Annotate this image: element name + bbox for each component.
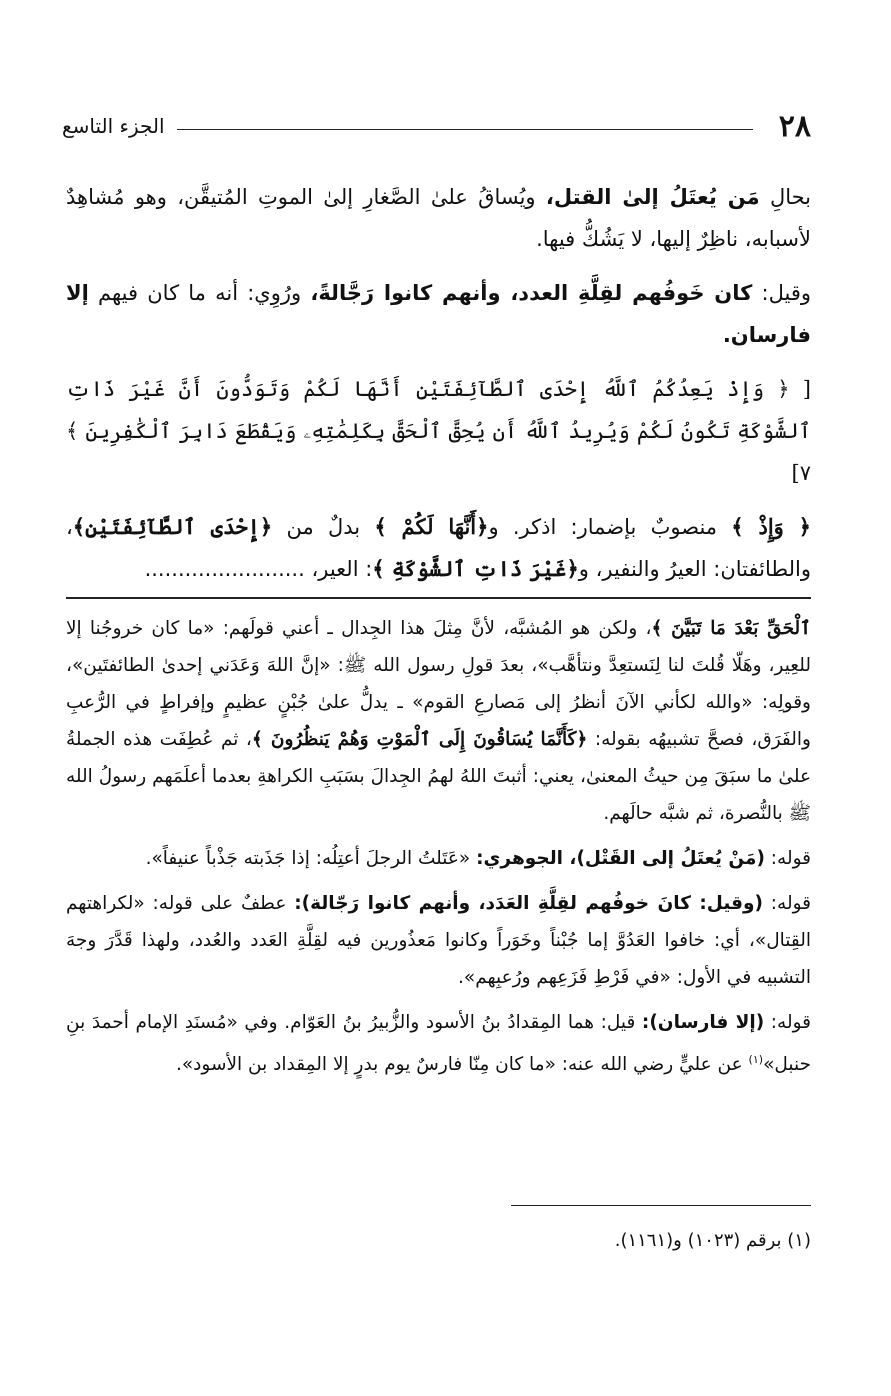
quran-quote: ﴿ وَإِذْ ﴾: [731, 514, 811, 539]
highlighted-phrase: كان خَوفُهم لقِلَّةِ العدد، وأنهم كانوا رَجَّالةً،: [310, 281, 753, 305]
highlighted-phrase: مَن يُعتَلُ إلىٰ القتل،: [545, 185, 760, 209]
quran-quote: ٱلْحَقِّ بَعْدَ مَا تَبَيَّنَ ﴾: [651, 618, 811, 639]
quran-quote: ﴿كَأَنَّمَا يُسَاقُونَ إِلَى ٱلْمَوْتِ وَهُمْ يَنظُرُونَ ﴾: [251, 729, 588, 750]
footnote-rule: [511, 1205, 811, 1206]
text-run: ، ثم عُطِفَت هذه الجملةُ علىٰ ما سبَقَ مِن حيثُ المعنىٰ، يعني: أثبتَ اللهُ لهمُ الجِدالَ بسَبَبِ الكراهةِ بعدما أعلَمَهم رسولُ الله ﷺ بالنُّصرة، ثم شبَّه حالَهم.: [66, 729, 811, 824]
footnote-marker[interactable]: (١): [748, 1053, 764, 1066]
text-run: وقيل:: [752, 281, 812, 305]
lemma: (وقيل: كانَ خوفُهم لقِلَّةِ العَدَد، وأنهم كانوا رَجّالة):: [294, 893, 763, 914]
quran-quote: ﴿إِحْدَى ٱلطَّآئِفَتَيْنِ﴾: [72, 514, 273, 539]
text-run: قوله:: [762, 893, 811, 914]
commentary-paragraph-4: [66, 1004, 811, 1083]
lemma: (إلا فارسان):: [641, 1012, 765, 1033]
quran-quote: ﴿غَيْرَ ذَاتِ ٱلشَّوْكَةِ ﴾: [372, 556, 579, 581]
text-run: بحالِ: [759, 185, 812, 209]
text-run: ، والطائفتان: العيرُ والنفير، و: [66, 515, 811, 581]
header-rule: [177, 129, 753, 130]
main-paragraph-1: [66, 176, 811, 260]
text-run: منصوبٌ بإضمار: اذكر. و: [488, 515, 732, 539]
text-separator-rule: [66, 597, 811, 599]
continuation-dots: ........................: [144, 557, 305, 581]
lemma: (مَنْ يُعتَلُ إلى القَتْل)، الجوهري:: [476, 848, 765, 869]
page-header: [62, 104, 811, 148]
text-run: ويُساقُ علىٰ الصَّغارِ إلىٰ الموتِ المُتيقَّن، وهو مُشاهِدٌ لأسبابه، ناظِرٌ إليها، لا يَشُكُّ فيها.: [66, 185, 811, 251]
main-paragraph-3: [66, 506, 811, 590]
text-run: ورُوِي: أنه ما كان فيهم: [88, 281, 311, 305]
commentary-text: [66, 610, 811, 1091]
footnote: (١) برقم (١٠٢٣) و(١١٦١).: [614, 1230, 811, 1251]
main-text: [66, 176, 811, 602]
main-paragraph-2: [66, 272, 811, 356]
highlighted-phrase: إلا فارسان.: [66, 281, 811, 347]
text-run: «عَتَلتُ الرجلَ أعتِلُه: إذا جَذَبته جَذْباً عنيفاً».: [145, 848, 477, 869]
quran-quote: ﴿أَنَّهَا لَكُمْ ﴾: [374, 514, 489, 539]
text-run: عطفٌ على قوله: «لكراهتهم القِتال»، أي: خافوا العَدُوَّ إما جُبْناً وخَوَراً وكانوا مَعذُورين فيه لقِلَّةِ العَدد والعُدد، ولهذا قَدَّرَ وجهَ التشبيه في الأول: «في فَرْطِ فَزَعِهم ورُعبِهم».: [66, 893, 811, 988]
text-run: : العير،: [304, 557, 373, 581]
page-number: ٢٨: [778, 108, 811, 144]
text-run: بدلٌ من: [272, 515, 375, 539]
quran-verse-block: [ ﴿ وَإِذْ يَعِدُكُمُ ٱللَّهُ إِحْدَى ٱلطَّآئِفَتَيْنِ أَنَّهَا لَكُمْ وَتَوَدُّونَ أَنَّ غَيْرَ ذَاتِ ٱلشَّوْكَةِ تَكُونُ لَكُمْ وَيُرِيدُ ٱللَّهُ أَن يُحِقَّ ٱلْحَقَّ بِكَلِمَٰتِهِۦ وَيَقْطَعَ دَابِرَ ٱلْكَٰفِرِينَ ﴾ ٧]: [66, 377, 811, 485]
text-run: قوله:: [764, 1012, 811, 1033]
text-run: قيل: هما المِقدادُ بنُ الأسود والزُّبيرُ بنُ العَوّام. وفي «مُسنَدِ الإمام أحمدَ بنِ حنبل»: [66, 1012, 811, 1076]
running-title: الجزء التاسع: [62, 114, 165, 138]
commentary-paragraph-2: [66, 840, 811, 877]
commentary-paragraph-1: [66, 610, 811, 832]
text-run: ، ولكن هو المُشبَّه، لأنَّ مِثلَ هذا الجِدال ـ أعني قولَهم: «ما كان خروجُنا إلا للعِير، وهَلّا قُلتَ لنا لِنَستعِدَّ ونتأهَّب»، بعدَ قولِ رسول الله ﷺ: «إنَّ اللهَ وَعَدَني إحدىٰ الطائفتَين»، وقولِه: «والله لكأني الآنَ أنظرُ إلى مَصارعِ القوم» ـ يدلُّ علىٰ جُبْنٍ عظيمٍ وإفراطٍ في الرُّعبِ والفَرَق، فصحَّ تشبيهُه بقوله:: [66, 618, 811, 750]
commentary-paragraph-3: [66, 885, 811, 996]
text-run: عن عليٍّ رضي الله عنه: «ما كان مِنّا فارسٌ يوم بدرٍ إلا المِقداد بن الأسود».: [175, 1054, 749, 1076]
text-run: قوله:: [764, 848, 811, 869]
